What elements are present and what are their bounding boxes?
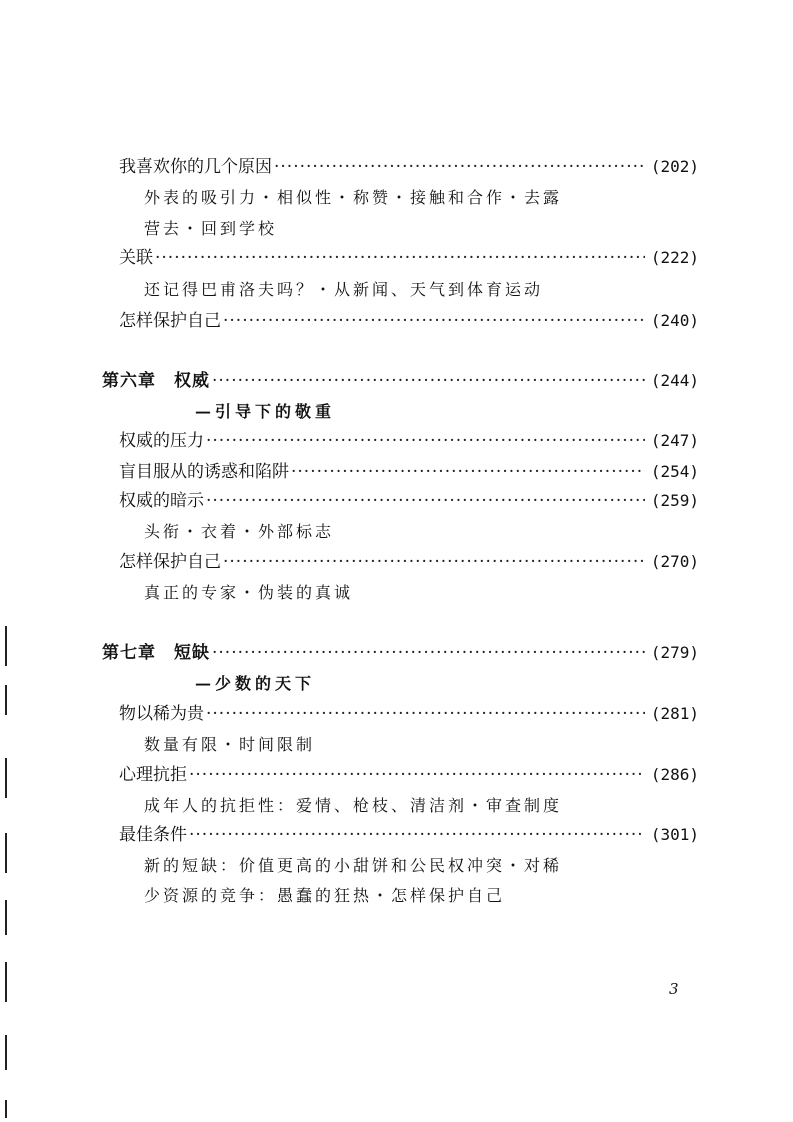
chapter-heading [102,370,699,392]
toc-entry-page: (286) [650,765,699,784]
toc-entry [119,551,699,573]
toc-entry [119,310,699,332]
leader-dots [223,551,645,573]
leader-dots [212,370,645,392]
toc-entry-title: 盲目服从的诱惑和陷阱 [119,462,289,482]
scan-edge-mark [5,900,7,935]
toc-entry [119,430,699,452]
toc-entry-title: 权威的暗示 [119,491,204,511]
toc-entry-title: 关联 [119,248,153,268]
toc-subtopics: 头衔・衣着・外部标志 [144,522,335,541]
chapter-subtitle: —引导下的敬重 [195,402,336,421]
chapter-heading [102,642,699,664]
toc-subtopics: 外表的吸引力・相似性・称赞・接触和合作・去露 [144,188,563,207]
chapter-title: 短缺 [174,643,210,663]
leader-dots [189,824,645,846]
toc-entry [119,461,699,483]
toc-entry-title: 心理抗拒 [119,765,187,785]
toc-subtopics: 还记得巴甫洛夫吗？・从新闻、天气到体育运动 [144,280,544,299]
toc-entry [119,247,699,269]
toc-entry [119,156,699,178]
leader-dots [189,764,645,786]
scan-edge-mark [5,1035,7,1070]
chapter-subtitle: —少数的天下 [195,674,316,693]
scan-edge-mark [5,1100,7,1118]
toc-entry-title: 最佳条件 [119,825,187,845]
scan-edge-mark [5,833,7,873]
leader-dots [206,430,645,452]
scan-edge-mark [5,685,7,715]
toc-subtopics: 数量有限・时间限制 [144,735,316,754]
toc-entry-page: (222) [650,248,699,267]
toc-entry-title: 我喜欢你的几个原因 [119,157,272,177]
toc-entry-page: (281) [650,704,699,723]
toc-entry-page: (279) [650,643,699,662]
toc-subtopics: 新的短缺：价值更高的小甜饼和公民权冲突・对稀 [144,856,563,875]
toc-entry-title: 物以稀为贵 [119,704,204,724]
toc-entry-title: 权威的压力 [119,431,204,451]
toc-entry [119,490,699,512]
toc-entry-page: (202) [650,157,699,176]
leader-dots [155,247,645,269]
toc-subtopics: 真正的专家・伪装的真诚 [144,583,354,602]
chapter-title: 权威 [174,371,210,391]
toc-entry [119,703,699,725]
scan-edge-mark [5,758,7,798]
toc-entry-page: (270) [650,552,699,571]
leader-dots [223,310,645,332]
leader-dots [206,703,645,725]
chapter-number: 第七章 [102,643,156,663]
toc-entry-page: (240) [650,311,699,330]
toc-entry-page: (301) [650,825,699,844]
toc-entry-page: (244) [650,371,699,390]
page-number: 3 [669,980,679,998]
toc-entry-title: 怎样保护自己 [119,311,221,331]
toc-subtopics: 成年人的抗拒性：爱情、枪枝、清洁剂・审查制度 [144,796,563,815]
leader-dots [212,642,645,664]
scan-edge-mark [5,626,7,666]
toc-entry [119,764,699,786]
leader-dots [206,490,645,512]
toc-entry-page: (259) [650,491,699,510]
leader-dots [274,156,645,178]
toc-subtopics: 少资源的竞争：愚蠢的狂热・怎样保护自己 [144,886,506,905]
toc-entry-page: (247) [650,431,699,450]
leader-dots [291,461,645,483]
chapter-number: 第六章 [102,371,156,391]
toc-entry-page: (254) [650,462,699,481]
toc-entry [119,824,699,846]
scan-edge-mark [5,962,7,1002]
toc-entry-title: 怎样保护自己 [119,552,221,572]
toc-subtopics: 营去・回到学校 [144,219,278,238]
